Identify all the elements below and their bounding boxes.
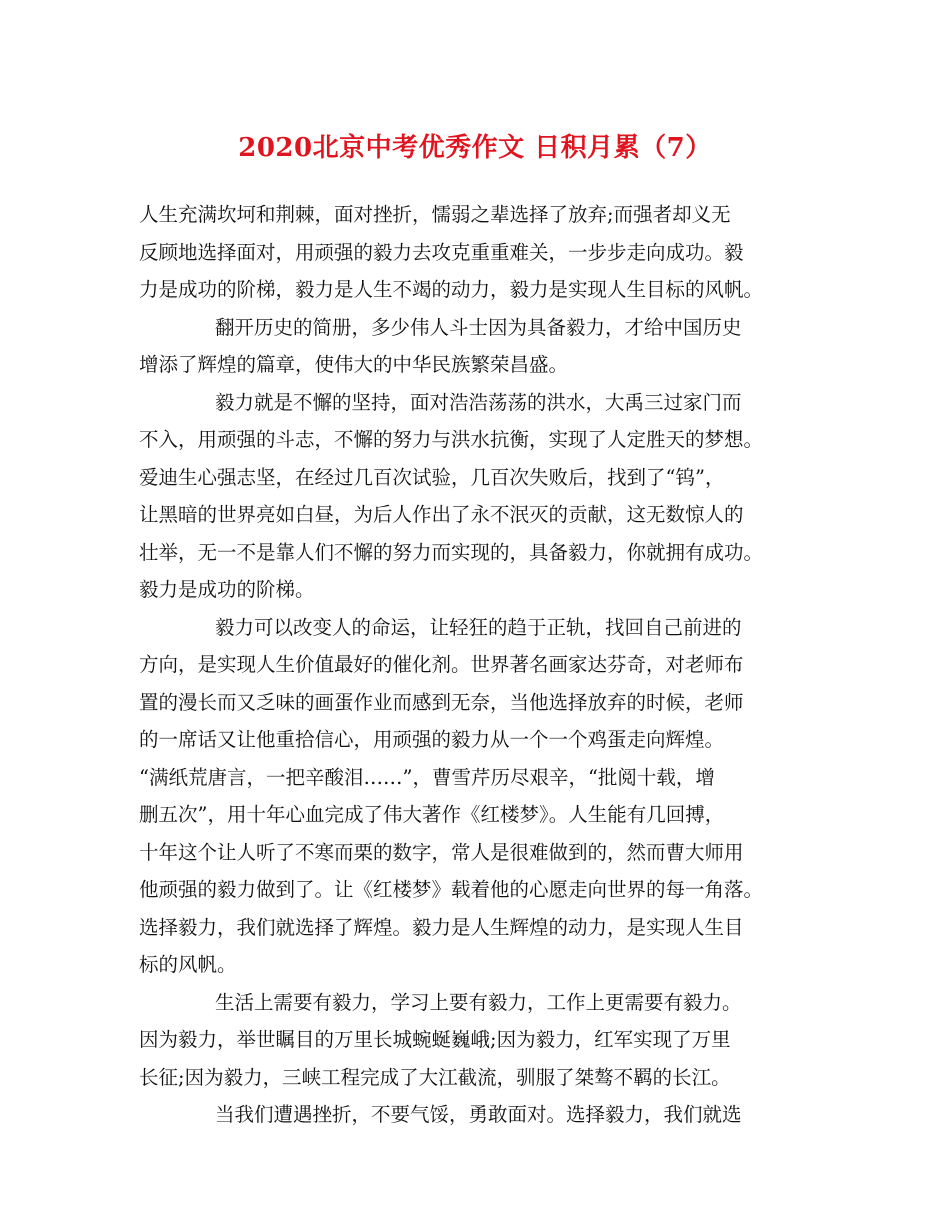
text-line: 不入，用顽强的斗志，不懈的努力与洪水抗衡，实现了人定胜天的梦想。 bbox=[139, 428, 764, 451]
text-line: 壮举，无一不是靠人们不懈的努力而实现的，具备毅力，你就拥有成功。 bbox=[139, 540, 764, 564]
text-line: “满纸荒唐言，一把辛酸泪……”，曹雪芹历尽艰辛，“批阅十载，增 bbox=[139, 765, 715, 789]
text-line: 毅力是成功的阶梯。 bbox=[139, 578, 315, 601]
text-line: 增添了辉煌的篇章，使伟大的中华民族繁荣昌盛。 bbox=[139, 353, 569, 376]
text-line: 毅力就是不懈的坚持，面对浩浩荡荡的洪水，大禹三过家门而 bbox=[215, 390, 742, 414]
text-line: 力是成功的阶梯，毅力是人生不竭的动力，毅力是实现人生目标的风帆。 bbox=[139, 278, 764, 301]
text-line: 删五次”，用十年心血完成了伟大著作《红楼梦》。人生能有几回搏， bbox=[139, 803, 725, 826]
text-line: 因为毅力，举世瞩目的万里长城蜿蜒巍峨;因为毅力，红军实现了万里 bbox=[139, 1028, 731, 1051]
text-line: 毅力可以改变人的命运，让轻狂的趋于正轨，找回自己前进的 bbox=[215, 615, 742, 639]
text-line: 的一席话又让他重拾信心，用顽强的毅力从一个一个鸡蛋走向辉煌。 bbox=[139, 728, 725, 751]
text-line: 当我们遭遇挫折，不要气馁，勇敢面对。选择毅力，我们就选 bbox=[215, 1103, 742, 1126]
text-line: 十年这个让人听了不寒而栗的数字，常人是很难做到的，然而曹大师用 bbox=[139, 840, 744, 864]
text-line: 他顽强的毅力做到了。让《红楼梦》载着他的心愿走向世界的每一角落。 bbox=[139, 878, 764, 901]
text-line: 让黑暗的世界亮如白昼，为后人作出了永不泯灭的贡献，这无数惊人的 bbox=[139, 503, 744, 526]
text-line: 人生充满坎坷和荆棘，面对挫折，懦弱之辈选择了放弃;而强者却义无 bbox=[139, 203, 731, 226]
text-line: 长征;因为毅力，三峡工程完成了大江截流，驯服了桀骜不羁的长江。 bbox=[139, 1065, 731, 1089]
page-title: 2020北京中考优秀作文 日积月累（7） bbox=[238, 133, 712, 163]
text-line: 翻开历史的简册，多少伟人斗士因为具备毅力，才给中国历史 bbox=[215, 315, 742, 339]
text-line: 标的风帆。 bbox=[139, 953, 237, 976]
text-line: 方向，是实现人生价值最好的催化剂。世界著名画家达芬奇，对老师布 bbox=[139, 653, 744, 676]
text-line: 生活上需要有毅力，学习上要有毅力，工作上更需要有毅力。 bbox=[215, 990, 742, 1014]
text-line: 爱迪生心强志坚，在经过几百次试验，几百次失败后，找到了“钨”， bbox=[139, 465, 725, 489]
text-line: 选择毅力，我们就选择了辉煌。毅力是人生辉煌的动力，是实现人生目 bbox=[139, 915, 744, 939]
text-line: 置的漫长而又乏味的画蛋作业而感到无奈，当他选择放弃的时候，老师 bbox=[139, 690, 744, 714]
text-line: 反顾地选择面对，用顽强的毅力去攻克重重难关，一步步走向成功。毅 bbox=[139, 240, 744, 264]
essay-body bbox=[139, 196, 829, 1134]
